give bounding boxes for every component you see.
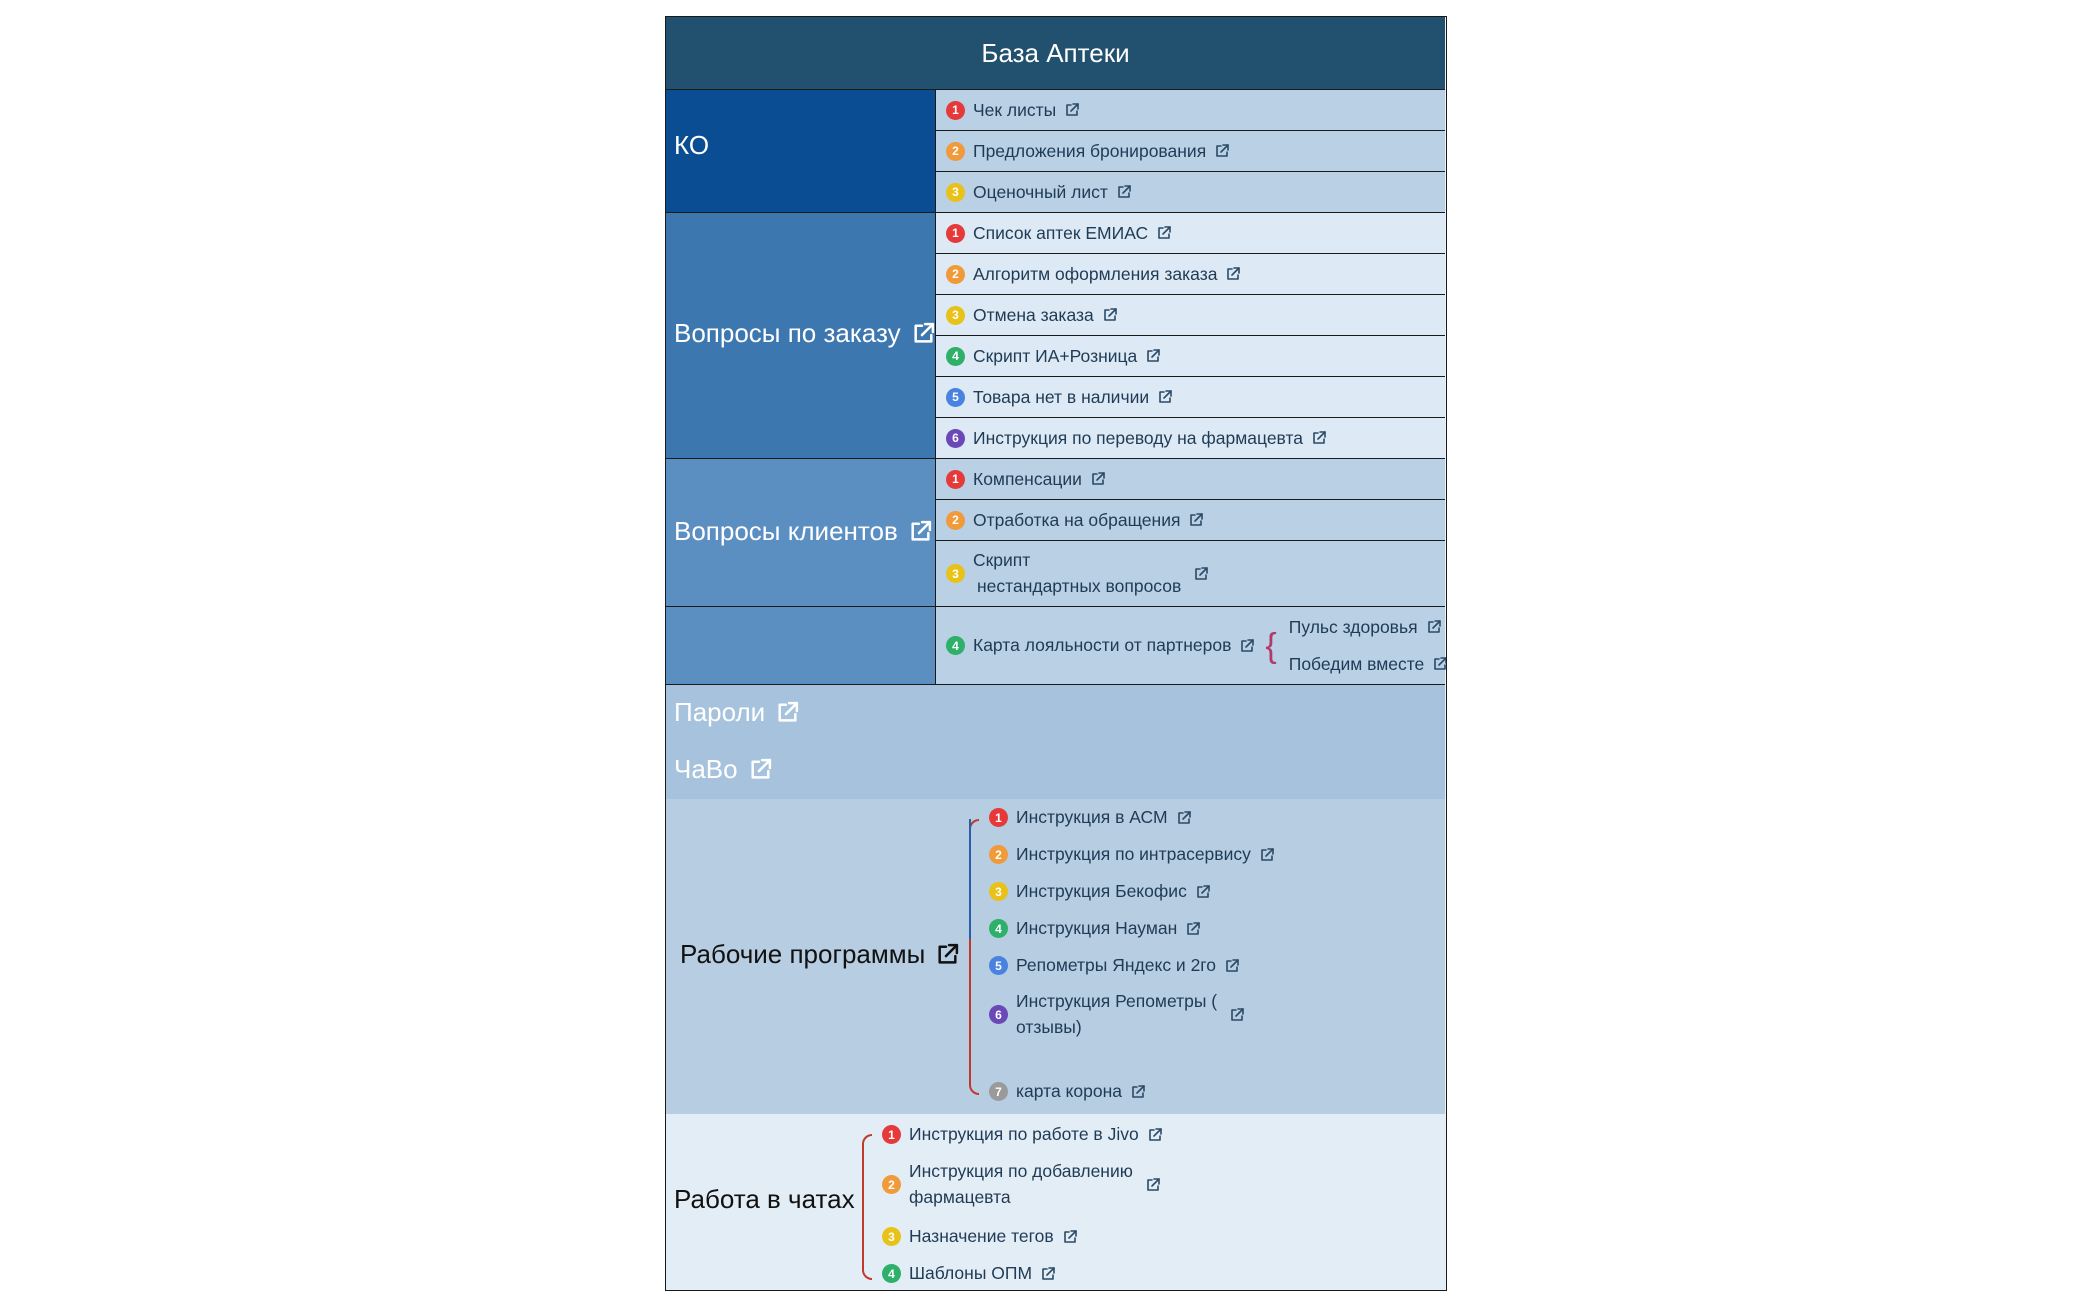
section-programs[interactable]: [666, 799, 1445, 1115]
external-link-icon[interactable]: [1156, 225, 1172, 241]
orders-item-6[interactable]: 6 Инструкция по переводу на фармацевта: [936, 418, 1445, 459]
external-link-icon[interactable]: [1102, 307, 1118, 323]
number-badge: 1: [946, 224, 965, 243]
section-clients-continued: [666, 607, 936, 685]
section-programs-label: Рабочие программы: [680, 939, 960, 970]
external-link-icon[interactable]: [1147, 1127, 1163, 1143]
chats-item-1[interactable]: 1 Инструкция по работе в Jivo: [882, 1124, 1163, 1145]
number-badge: 7: [989, 1082, 1008, 1101]
external-link-icon[interactable]: [1185, 921, 1201, 937]
clients-item-3[interactable]: [936, 541, 1445, 607]
external-link-icon[interactable]: [748, 757, 773, 782]
mindmap-board: [665, 16, 1447, 1291]
orders-item-2[interactable]: 2 Алгоритм оформления заказа: [936, 254, 1445, 295]
chats-item-4[interactable]: 4 Шаблоны ОПМ: [882, 1263, 1056, 1284]
page-title-text: База Аптеки: [981, 37, 1130, 68]
number-badge: 6: [946, 429, 965, 448]
external-link-icon[interactable]: [911, 321, 936, 346]
external-link-icon[interactable]: [1224, 958, 1240, 974]
external-link-icon[interactable]: [1130, 1084, 1146, 1100]
loyalty-sub-list: [1289, 617, 1447, 675]
chats-item-2-text: Инструкция по добавлению фармацевта: [909, 1161, 1133, 1207]
loyalty-sub-item-1[interactable]: Пульс здоровья: [1289, 617, 1447, 638]
programs-item-6[interactable]: [989, 991, 1245, 1038]
orders-item-3[interactable]: 3 Отмена заказа: [936, 295, 1445, 336]
loyalty-sub-item-2[interactable]: Победим вместе: [1289, 654, 1447, 675]
external-link-icon[interactable]: [1090, 471, 1106, 487]
orders-item-4[interactable]: 4 Скрипт ИА+Розница: [936, 336, 1445, 377]
external-link-icon[interactable]: [1195, 884, 1211, 900]
external-link-icon[interactable]: [1214, 143, 1230, 159]
orders-item-5[interactable]: 5 Товара нет в наличии: [936, 377, 1445, 418]
number-badge: 3: [989, 882, 1008, 901]
section-faq[interactable]: [666, 742, 1445, 800]
chats-item-3[interactable]: 3 Назначение тегов: [882, 1226, 1078, 1247]
ko-item-1[interactable]: 1 Чек листы: [936, 90, 1445, 131]
external-link-icon[interactable]: [1259, 847, 1275, 863]
number-badge: 5: [989, 956, 1008, 975]
external-link-icon[interactable]: [1193, 566, 1209, 582]
clients-item-1[interactable]: 1 Компенсации: [936, 459, 1445, 500]
external-link-icon[interactable]: [1225, 266, 1241, 282]
clients-item-4[interactable]: 4 Карта лояльности от партнеров { Пульс здоровья Победим вместе: [936, 607, 1445, 685]
number-badge: 3: [946, 306, 965, 325]
programs-item-2[interactable]: 2 Инструкция по интрасервису: [989, 844, 1275, 865]
programs-bracket-top: [969, 819, 971, 939]
section-clients-label: Вопросы клиентов: [674, 516, 933, 547]
section-chats-label: Работа в чатах: [674, 1184, 855, 1214]
number-badge: 4: [946, 636, 965, 655]
clients-item-2[interactable]: 2 Отработка на обращения: [936, 500, 1445, 541]
number-badge: 1: [882, 1125, 901, 1144]
clients-item-3-text: Скрипт нестандартных вопросов: [973, 550, 1182, 596]
external-link-icon[interactable]: [1426, 619, 1442, 635]
number-badge: 4: [946, 347, 965, 366]
orders-item-1[interactable]: 1 Список аптек ЕМИАС: [936, 213, 1445, 254]
number-badge: 3: [946, 564, 965, 583]
number-badge: 1: [989, 808, 1008, 827]
number-badge: 4: [882, 1264, 901, 1283]
external-link-icon[interactable]: [1157, 389, 1173, 405]
external-link-icon[interactable]: [1062, 1229, 1078, 1245]
programs-item-3[interactable]: 3 Инструкция Бекофис: [989, 881, 1211, 902]
external-link-icon[interactable]: [1229, 1007, 1245, 1023]
number-badge: 1: [946, 101, 965, 120]
number-badge: 2: [946, 511, 965, 530]
programs-item-5[interactable]: 5 Репометры Яндекс и 2го: [989, 955, 1240, 976]
section-orders[interactable]: [666, 213, 936, 459]
external-link-icon[interactable]: [775, 700, 800, 725]
ko-item-3[interactable]: 3 Оценочный лист: [936, 172, 1445, 213]
external-link-icon[interactable]: [935, 942, 960, 967]
external-link-icon[interactable]: [1188, 512, 1204, 528]
section-ko[interactable]: [666, 90, 936, 213]
external-link-icon[interactable]: [1040, 1266, 1056, 1282]
number-badge: 2: [946, 142, 965, 161]
number-badge: 2: [946, 265, 965, 284]
section-ko-label: КО: [674, 130, 710, 160]
number-badge: 1: [946, 470, 965, 489]
number-badge: 3: [946, 183, 965, 202]
external-link-icon[interactable]: [1145, 1177, 1161, 1193]
external-link-icon[interactable]: [1116, 184, 1132, 200]
number-badge: 3: [882, 1227, 901, 1246]
external-link-icon[interactable]: [1239, 638, 1255, 654]
external-link-icon[interactable]: [908, 519, 933, 544]
number-badge: 2: [989, 845, 1008, 864]
number-badge: 6: [989, 1005, 1008, 1024]
external-link-icon[interactable]: [1064, 102, 1080, 118]
programs-item-4[interactable]: 4 Инструкция Науман: [989, 918, 1201, 939]
programs-item-7[interactable]: 7 карта корона: [989, 1081, 1146, 1102]
number-badge: 4: [989, 919, 1008, 938]
chats-bracket: [862, 1134, 872, 1280]
section-orders-label: Вопросы по заказу: [674, 318, 936, 349]
external-link-icon[interactable]: [1145, 348, 1161, 364]
external-link-icon[interactable]: [1176, 810, 1192, 826]
external-link-icon[interactable]: [1311, 430, 1327, 446]
section-passwords[interactable]: [666, 685, 1445, 743]
section-faq-label: ЧаВо: [674, 754, 773, 785]
section-chats[interactable]: [666, 1114, 1445, 1291]
ko-item-2[interactable]: 2 Предложения бронирования: [936, 131, 1445, 172]
section-clients[interactable]: [666, 459, 936, 607]
number-badge: 5: [946, 388, 965, 407]
programs-item-6-text: Инструкция Репометры ( отзывы): [1016, 991, 1218, 1037]
external-link-icon[interactable]: [1432, 656, 1447, 672]
programs-item-1[interactable]: 1 Инструкция в АСМ: [989, 807, 1192, 828]
chats-item-2[interactable]: [882, 1161, 1161, 1208]
brace-icon: {: [1265, 626, 1277, 665]
section-passwords-label: Пароли: [674, 697, 800, 728]
page-title: [666, 17, 1445, 90]
number-badge: 2: [882, 1175, 901, 1194]
